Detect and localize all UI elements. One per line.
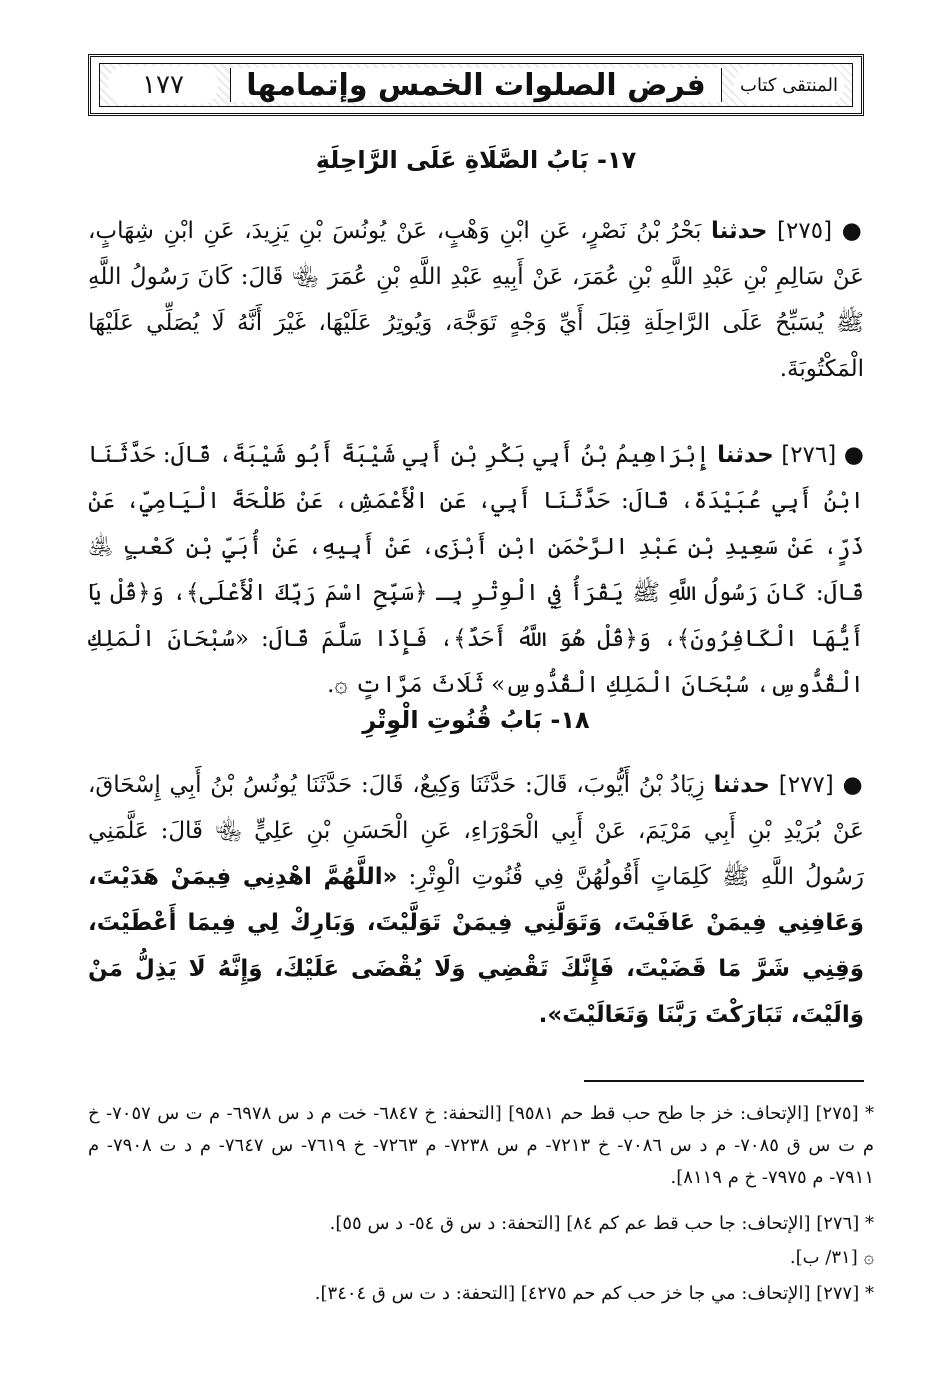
running-title: فرض الصلوات الخمس وإتمامها: [246, 67, 706, 103]
page-number: ١٧٧: [108, 66, 218, 104]
footnote-276: [88, 1208, 874, 1240]
footnote-text: [٢٧٧] [الإتحاف: مي جا خز حب كم حم ٤٢٧٥] [التحفة: د ت س ق ٣٤٠٤].: [314, 1283, 860, 1304]
page-header: [88, 54, 864, 116]
hadith-number: [٢٧٧]: [778, 772, 834, 798]
footnote-text: [٢٧٦] [الإتحاف: جا حب قط عم كم ٨٤] [التحفة: د س ق ٥٤- د س ٥٥].: [329, 1213, 860, 1234]
footnote-marker: *: [865, 1103, 875, 1124]
header-ornament: [99, 63, 853, 107]
hadith-275: [88, 208, 864, 392]
hadith-text: بَحْرُ بْنُ نَصْرٍ، عَنِ ابْنِ وَهْبٍ، عَنْ يُونُسَ بْنِ يَزِيدَ، عَنِ ابْنِ شِهَابٍ، عَنْ سَالِمِ بْنِ عَبْدِ اللَّهِ بْنِ عُمَرَ، عَنْ أَبِيهِ عَبْدِ اللَّهِ بْنِ عُمَرَ ﵄ قَالَ: كَانَ رَسُولُ اللَّهِ ﷺ يُسَبِّحُ عَلَى الرَّاحِلَةِ قِبَلَ أَيِّ وَجْهٍ تَوَجَّهَ، وَيُوتِرُ عَلَيْهَا، غَيْرَ أَنَّهُ لَا يُصَلِّي عَلَيْهَا الْمَكْتُوبَةَ.: [88, 218, 864, 382]
footnote-marker: *: [865, 1283, 874, 1304]
hadith-bullet: ●: [843, 441, 865, 468]
footnote-text: [٢٧٥] [الإتحاف: خز جا طح حب قط حم ٩٥٨١] [التحفة: خ ٦٨٤٧- خت م د س ٦٩٧٨- م ت س ٧٠٥٧- خ م ت س ق ٧٠٨٥- م د س ٧٠٨٦- خ ٧٢١٣- م س ٧٢٣٨- م ٧٢٦٣- خ ٧٦١٩- س ٧٦٤٧- م د ت ٧٩٠٨- م ٧٩١١- م ٧٩٧٥- خ م ٨١١٩].: [88, 1103, 874, 1188]
hadith-text: زِيَادُ بْنُ أَيُّوبَ، قَالَ: حَدَّثَنَا وَكِيعٌ، قَالَ: حَدَّثَنَا يُونُسُ بْنُ أَبِي إِسْحَاقَ، عَنْ بُرَيْدِ بْنِ أَبِي مَرْيَمَ، عَنْ أَبِي الْحَوْرَاءِ، عَنِ الْحَسَنِ بْنِ عَلِيٍّ ﵄ قَالَ: عَلَّمَنِي رَسُولُ اللَّهِ ﷺ كَلِمَاتٍ أَقُولُهُنَّ فِي قُنُوتِ الْوِتْرِ:: [88, 772, 864, 890]
chapter-heading-17: ١٧- بَابُ الصَّلَاةِ عَلَى الرَّاحِلَةِ: [315, 146, 637, 174]
book-name: المنتقى كتاب: [734, 66, 844, 104]
footnote-text: [٣١/ ب].: [789, 1247, 858, 1268]
hadith-277: [88, 762, 864, 1038]
footnote-277: [88, 1278, 874, 1310]
chapter-heading-18: ١٨- بَابُ قُنُوتِ الْوِتْرِ: [362, 706, 590, 734]
footnote-275: [88, 1098, 874, 1194]
footnote-marker: *: [865, 1213, 874, 1234]
header-title-box: [230, 68, 722, 102]
hadith-bullet: ●: [841, 217, 864, 244]
footnote-marker: ۞: [863, 1247, 874, 1268]
hadith-opener: حدثنا: [710, 218, 768, 244]
qunut-dua: «اللَّهُمَّ اهْدِنِي فِيمَنْ هَدَيْتَ، وَعَافِنِي فِيمَنْ عَافَيْتَ، وَتَوَلَّنِي فِيمَنْ تَوَلَّيْتَ، وَبَارِكْ لِي فِيمَا أَعْطَيْتَ، وَقِنِي شَرَّ مَا قَضَيْتَ، فَإِنَّكَ تَقْضِي وَلَا يُقْضَى عَلَيْكَ، وَإِنَّهُ لَا يَذِلُّ مَنْ وَالَيْتَ، تَبَارَكْتَ رَبَّنَا وَتَعَالَيْتَ».: [88, 864, 864, 1028]
footnote-folio: [88, 1242, 874, 1274]
hadith-text: إِبْرَاهِيمُ بْنُ أَبِي بَكْرِ بْنِ أَبِي شَيْبَةَ أَبُو شَيْبَةَ، قَالَ: حَدَّثَنَا ابْنُ أَبِي عُبَيْدَةَ، قَالَ: حَدَّثَنَا أَبِي، عَنِ الْأَعْمَشِ، عَنْ طَلْحَةَ الْيَامِيِّ، عَنْ ذَرٍّ، عَنْ سَعِيدِ بْنِ عَبْدِ الرَّحْمَنِ ابْنِ أَبْزَى، عَنْ أَبِيهِ، عَنْ أُبَيِّ بْنِ كَعْبٍ ﵁ قَالَ: كَانَ رَسُولُ اللَّهِ ﷺ يَقْرَأُ فِي الْوِتْرِ بِـ ﴿سَبِّحِ اسْمَ رَبِّكَ الْأَعْلَى﴾، وَ﴿قُلْ يَا أَيُّهَا الْكَافِرُونَ﴾، وَ﴿قُلْ هُوَ اللَّهُ أَحَدٌ﴾، فَإِذَا سَلَّمَ قَالَ: «سُبْحَانَ الْمَلِكِ الْقُدُّوسِ، سُبْحَانَ الْمَلِكِ الْقُدُّوسِ» ثَلَاثَ مَرَّاتٍ ۞.: [88, 442, 864, 698]
hadith-bullet: ●: [842, 771, 865, 798]
hadith-number: [٢٧٥]: [777, 218, 833, 244]
hadith-opener: حدثنا: [717, 442, 774, 468]
hadith-276: [88, 432, 864, 708]
hadith-number: [٢٧٦]: [781, 442, 837, 468]
footnote-divider: [584, 1080, 864, 1082]
hadith-opener: حدثنا: [713, 772, 770, 798]
